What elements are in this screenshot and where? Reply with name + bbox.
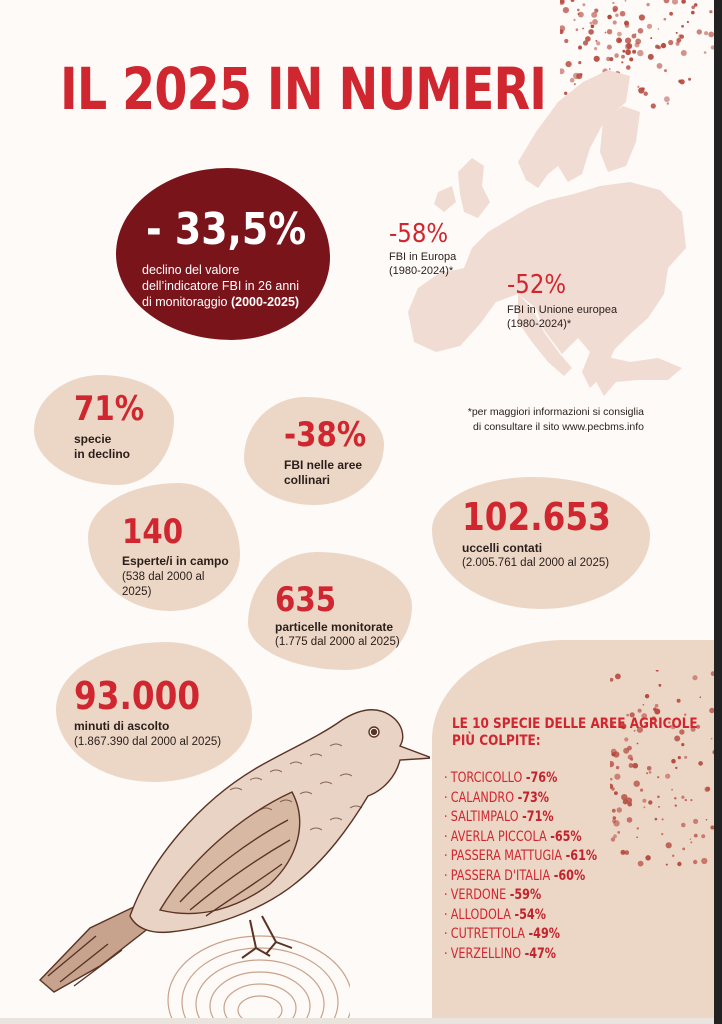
- decorative-dot: [582, 28, 584, 30]
- decorative-dot: [638, 709, 642, 713]
- species-change: -76%: [525, 770, 558, 786]
- source-note-line-1: *per maggiori informazioni si consiglia: [467, 406, 644, 418]
- decorative-dot: [576, 28, 579, 31]
- decorative-dot: [571, 0, 575, 2]
- decorative-dot: [649, 771, 652, 774]
- experts-value: 140: [122, 512, 184, 552]
- main-stat-value: - 33,5%: [146, 204, 307, 255]
- decorative-dot: [648, 800, 652, 804]
- decorative-dot: [680, 35, 684, 39]
- hill-areas-label-2: collinari: [284, 473, 331, 487]
- decorative-dot: [594, 56, 600, 62]
- decorative-dot: [643, 704, 645, 706]
- decorative-dot: [692, 675, 697, 680]
- species-list-title: [452, 716, 710, 750]
- decorative-dot: [636, 837, 638, 839]
- decorative-dot: [664, 18, 667, 21]
- decorative-dot: [620, 11, 626, 17]
- decorative-dot: [646, 3, 649, 6]
- decorative-dot: [632, 50, 636, 54]
- eu-fbi-label: FBI in Unione europea: [507, 304, 618, 316]
- main-stat-label-1: declino del valore: [142, 263, 240, 277]
- species-name: PASSERA D'ITALIA: [450, 867, 554, 884]
- species-change: -65%: [550, 828, 582, 845]
- decorative-dot: [675, 767, 677, 769]
- bullet-icon: ·: [444, 867, 448, 884]
- species-name: CALANDRO: [450, 789, 518, 806]
- decorative-dot: [637, 827, 639, 829]
- decorative-dot: [682, 848, 685, 851]
- species-item: [444, 828, 597, 848]
- decorative-dot: [591, 25, 595, 29]
- species-change: -73%: [517, 789, 550, 806]
- decorative-dot: [629, 57, 633, 61]
- decorative-dot: [662, 818, 664, 820]
- species-item: [444, 867, 597, 887]
- birds-counted-sub: (2.005.761 dal 2000 al 2025): [462, 557, 610, 569]
- decorative-dot: [669, 12, 673, 16]
- decorative-dot: [672, 0, 678, 5]
- main-stat-label-3: di monitoraggio (2000-2025): [142, 295, 300, 309]
- species-item: [444, 906, 597, 926]
- decorative-dot: [637, 50, 643, 56]
- bullet-icon: ·: [444, 848, 448, 864]
- decorative-dot: [666, 842, 672, 848]
- decorative-dot: [635, 39, 641, 45]
- decorative-dot: [681, 0, 686, 4]
- main-stat-label-2: dell’indicatore FBI in 26 anni: [142, 279, 300, 293]
- decorative-dot: [690, 841, 692, 843]
- decorative-dot: [607, 29, 612, 34]
- decorative-dot: [609, 57, 613, 61]
- bullet-icon: ·: [444, 809, 448, 825]
- decorative-dot: [578, 46, 581, 49]
- bullet-icon: ·: [444, 906, 448, 923]
- experts-label: Esperte/i in campo: [122, 554, 229, 568]
- page-title: IL 2025 IN NUMERI: [60, 55, 547, 123]
- decorative-dot: [659, 684, 662, 687]
- decorative-dot: [657, 796, 660, 799]
- decorative-dot: [665, 774, 670, 779]
- decorative-dot: [655, 818, 658, 821]
- species-decline-value: 71%: [74, 389, 144, 429]
- decorative-dot: [560, 0, 565, 5]
- decorative-dot: [588, 29, 594, 35]
- decorative-dot: [671, 759, 676, 764]
- experts-sub-2: 2025): [122, 586, 152, 598]
- species-decline-label-1: specie: [74, 432, 112, 446]
- species-name: SALTIMPALO: [450, 809, 523, 825]
- decorative-dot: [639, 14, 645, 20]
- decorative-dot: [698, 761, 703, 766]
- page-bottom-edge: [0, 1018, 722, 1024]
- decorative-dot: [594, 47, 597, 50]
- decorative-dot: [615, 14, 618, 17]
- decorative-dot: [677, 699, 681, 703]
- main-stat-circle: [116, 168, 330, 340]
- decorative-dot: [681, 823, 686, 828]
- decorative-dot: [657, 776, 659, 778]
- decorative-dot: [647, 24, 652, 29]
- decorative-dot: [607, 45, 612, 50]
- species-list: [444, 769, 635, 964]
- decorative-dot: [656, 670, 659, 672]
- decorative-dot: [596, 41, 600, 45]
- species-name: TORCICOLLO: [450, 770, 526, 786]
- decorative-dot: [595, 40, 597, 42]
- hill-areas-label-1: FBI nelle aree: [284, 458, 363, 472]
- decorative-dot: [638, 861, 644, 867]
- eu-fbi-value: -52%: [507, 270, 567, 300]
- decorative-dot: [676, 38, 681, 43]
- decorative-dot: [691, 11, 695, 15]
- decorative-dot: [681, 25, 684, 28]
- decorative-dot: [671, 789, 673, 791]
- decorative-dot: [664, 0, 670, 3]
- decorative-dot: [629, 763, 634, 768]
- species-change: -47%: [524, 945, 557, 962]
- decorative-dot: [693, 819, 698, 824]
- bullet-icon: ·: [444, 770, 448, 786]
- decorative-dot: [563, 7, 569, 13]
- decorative-dot: [704, 31, 708, 35]
- species-item: [444, 886, 597, 906]
- decorative-dot: [684, 756, 687, 759]
- experts-sub-1: (538 dal 2000 al: [122, 571, 205, 583]
- decorative-dot: [675, 805, 677, 807]
- decorative-dot: [666, 864, 668, 866]
- birds-counted-label: uccelli contati: [462, 541, 543, 555]
- decorative-dot: [700, 696, 702, 698]
- decorative-dot: [658, 806, 660, 808]
- decorative-dot: [611, 752, 615, 756]
- decorative-dot: [691, 6, 695, 10]
- plots-sub: (1.775 dal 2000 al 2025): [275, 636, 400, 648]
- decorative-dot: [615, 674, 621, 680]
- decorative-dot: [635, 33, 637, 35]
- decorative-dot: [678, 756, 681, 759]
- decorative-dot: [626, 43, 632, 49]
- decorative-dot: [590, 22, 593, 25]
- decorative-dot: [711, 738, 713, 740]
- source-note-line-2: di consultare il sito www.pecbms.info: [473, 421, 644, 433]
- decorative-dot: [640, 789, 643, 792]
- decorative-dot: [612, 2, 614, 4]
- decorative-dot: [616, 37, 622, 43]
- species-list-title-1: LE 10 SPECIE DELLE AREE AGRICOLE: [452, 716, 698, 732]
- species-item: [444, 808, 597, 828]
- species-change: -71%: [522, 809, 554, 825]
- decorative-dot: [697, 29, 702, 34]
- bullet-icon: ·: [444, 789, 448, 806]
- decorative-dot: [610, 678, 613, 682]
- species-name: VERZELLINO: [450, 945, 525, 962]
- species-change: -60%: [553, 867, 586, 884]
- decorative-dot: [658, 28, 660, 30]
- decorative-dot: [676, 32, 678, 34]
- plots-label: particelle monitorate: [275, 620, 394, 634]
- decorative-dot: [592, 19, 598, 25]
- birds-counted-value: 102.653: [462, 495, 611, 539]
- species-item: [444, 925, 597, 945]
- europe-fbi-period: (1980-2024)*: [389, 265, 454, 277]
- decorative-dot: [693, 860, 697, 864]
- decorative-dot: [617, 32, 622, 37]
- decorative-dot: [642, 799, 646, 803]
- decorative-dot: [674, 797, 676, 799]
- decorative-dot: [650, 37, 652, 39]
- species-name: ALLODOLA: [450, 906, 515, 923]
- hill-areas-value: -38%: [284, 415, 367, 455]
- decorative-dot: [605, 32, 607, 34]
- europe-fbi-label: FBI in Europa: [389, 251, 457, 263]
- decorative-dot: [706, 819, 708, 821]
- species-name: PASSERA MATTUGIA: [450, 848, 566, 864]
- decorative-dot: [646, 772, 648, 774]
- decorative-dot: [661, 833, 663, 835]
- eu-fbi-period: (1980-2024)*: [507, 318, 572, 330]
- species-name: AVERLA PICCOLA: [450, 828, 551, 845]
- species-name: VERDONE: [450, 887, 510, 903]
- europe-fbi-value: -58%: [389, 219, 449, 249]
- decorative-dot: [677, 862, 681, 866]
- decorative-dot: [607, 15, 612, 20]
- decorative-dot: [564, 39, 568, 43]
- decorative-dot: [701, 858, 707, 864]
- decorative-dot: [585, 36, 591, 42]
- minutes-value: 93.000: [74, 674, 201, 718]
- decorative-dot: [582, 3, 585, 6]
- decorative-dot: [690, 838, 692, 840]
- decorative-dot: [591, 12, 597, 18]
- decorative-dot: [625, 38, 631, 44]
- decorative-dot: [709, 10, 712, 13]
- bullet-icon: ·: [444, 945, 448, 962]
- species-name: CUTRETTOLA: [450, 926, 529, 942]
- decorative-dot: [668, 40, 673, 45]
- decorative-dot: [690, 799, 692, 801]
- decorative-dot: [647, 766, 652, 771]
- species-change: -61%: [565, 848, 598, 864]
- decorative-dot: [613, 20, 617, 24]
- decorative-dot: [687, 21, 689, 23]
- decorative-dot: [645, 855, 650, 860]
- decorative-dot: [661, 43, 666, 48]
- decorative-dot: [672, 855, 674, 857]
- decorative-dot: [655, 45, 659, 49]
- decorative-dot: [681, 796, 684, 799]
- minutes-sub: (1.867.390 dal 2000 al 2025): [74, 736, 222, 748]
- decorative-dot: [622, 50, 625, 53]
- species-item: [444, 945, 597, 965]
- decorative-dot: [625, 0, 627, 2]
- decorative-dot: [706, 787, 710, 791]
- decorative-dot: [613, 8, 617, 12]
- decorative-dot: [643, 806, 645, 808]
- wryneck-bird-engraving-icon: [30, 680, 430, 1010]
- decorative-dot: [681, 50, 687, 56]
- decorative-dot: [704, 51, 707, 54]
- species-change: -49%: [528, 926, 560, 942]
- bullet-icon: ·: [444, 926, 448, 942]
- decorative-dot: [610, 761, 614, 767]
- bullet-icon: ·: [444, 887, 448, 903]
- decorative-dot: [653, 708, 657, 712]
- source-note: [466, 405, 644, 435]
- bullet-icon: ·: [444, 828, 448, 845]
- species-change: -54%: [514, 906, 546, 923]
- decorative-dot: [701, 834, 705, 838]
- decorative-dot: [578, 13, 580, 15]
- species-list-title-2: PIÙ COLPITE:: [452, 733, 541, 749]
- decorative-dot: [614, 53, 619, 58]
- decorative-dot: [630, 758, 633, 761]
- decorative-dot: [685, 799, 687, 801]
- decorative-dot: [645, 694, 649, 698]
- decorative-dot: [694, 834, 698, 838]
- species-decline-label-2: in declino: [74, 447, 131, 461]
- minutes-label: minuti di ascolto: [74, 719, 170, 733]
- decorative-dot: [638, 28, 644, 34]
- decorative-dot: [577, 9, 580, 12]
- species-item: [444, 847, 597, 867]
- species-item: [444, 769, 597, 789]
- decorative-dot: [573, 19, 575, 21]
- decorative-dot: [655, 704, 659, 708]
- plots-value: 635: [275, 580, 337, 620]
- decorative-dot: [688, 78, 691, 81]
- decorative-dot: [625, 49, 631, 55]
- page-right-edge: [714, 0, 722, 1024]
- decorative-dot: [625, 23, 630, 28]
- species-change: -59%: [509, 887, 542, 903]
- decorative-dot: [621, 55, 625, 59]
- decorative-dot: [648, 54, 654, 60]
- species-item: [444, 789, 597, 809]
